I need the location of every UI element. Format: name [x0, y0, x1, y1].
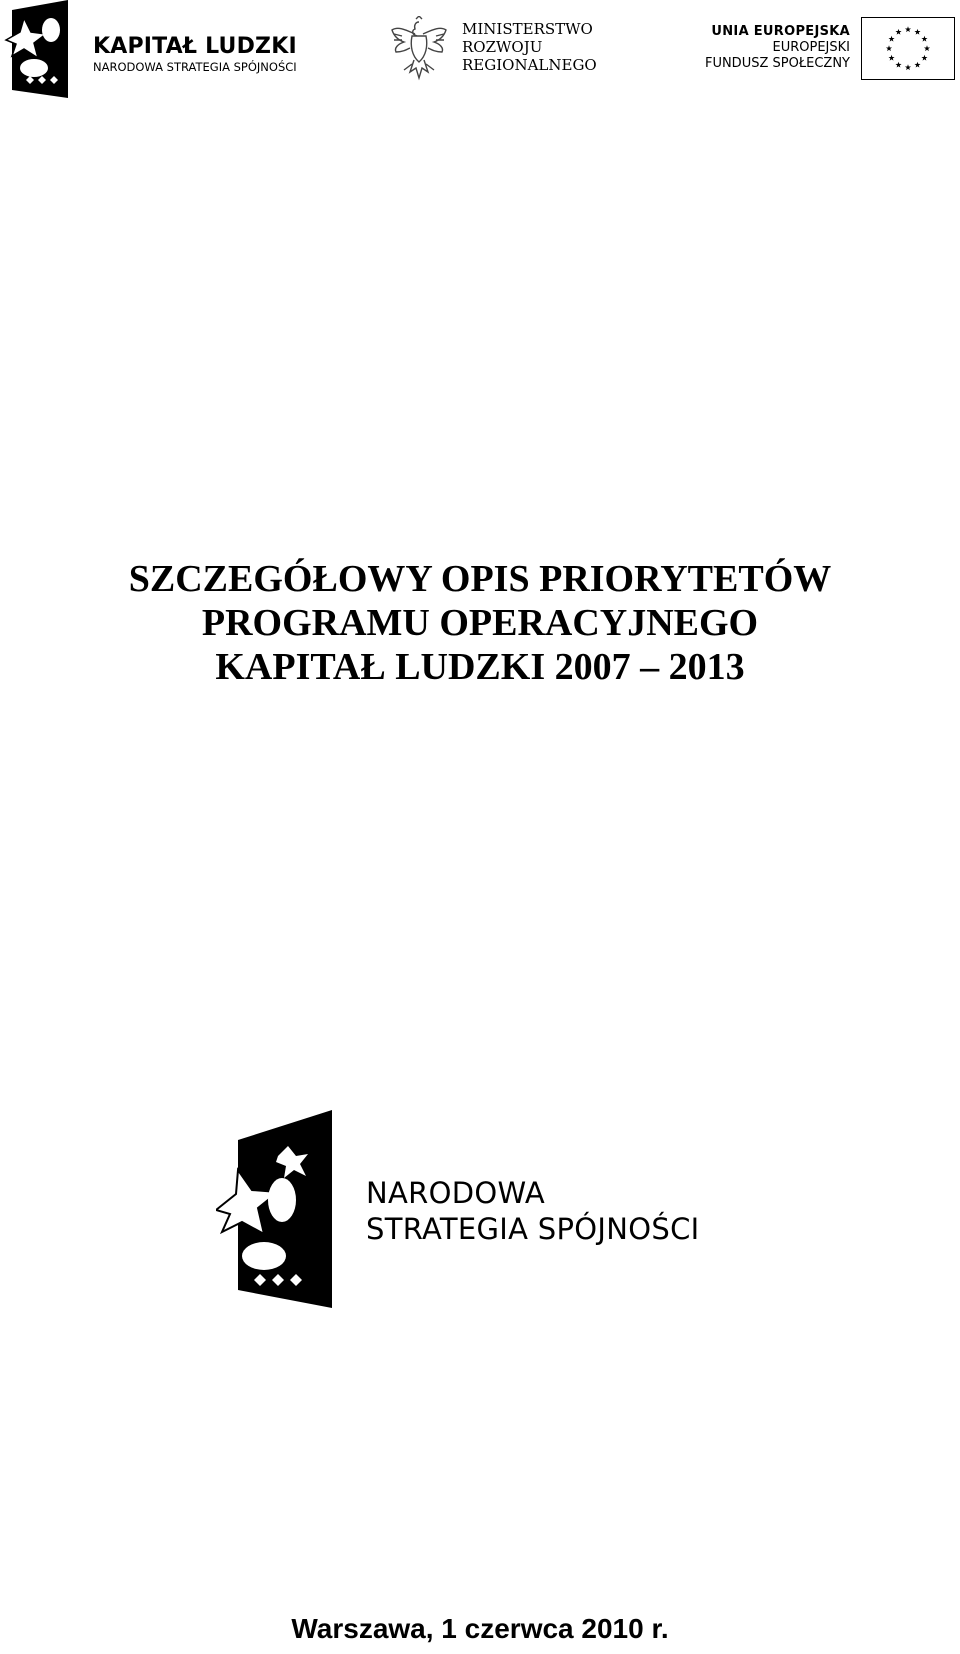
eu-text	[660, 24, 850, 72]
ministry-name	[462, 20, 597, 74]
nss-line-2: STRATEGIA SPÓJNOŚCI	[366, 1212, 700, 1246]
narodowa-strategia-spojnosci-logo-icon	[216, 1110, 336, 1308]
nss-wordmark	[366, 1175, 700, 1247]
title-line-2: PROGRAMU OPERACYJNEGO	[201, 602, 759, 644]
ministry-line-3: REGIONALNEGO	[462, 56, 597, 74]
eu-union-label: UNIA EUROPEJSKA	[711, 24, 850, 39]
ministry-line-2: ROZWOJU	[462, 38, 543, 56]
title-line-3: KAPITAŁ LUDZKI 2007 – 2013	[215, 646, 745, 688]
kapital-ludzki-wordmark	[93, 34, 297, 75]
polish-eagle-icon	[390, 16, 448, 82]
title-line-1: SZCZEGÓŁOWY OPIS PRIORYTETÓW	[128, 558, 832, 600]
nss-line-1: NARODOWA	[366, 1176, 545, 1210]
kapital-ludzki-logo-icon	[4, 0, 68, 98]
eu-flag-icon	[861, 17, 955, 80]
kapital-ludzki-title: KAPITAŁ LUDZKI	[93, 34, 297, 59]
kapital-ludzki-subtitle: NARODOWA STRATEGIA SPÓJNOŚCI	[93, 60, 297, 74]
place-and-date: Warszawa, 1 czerwca 2010 r.	[291, 1613, 669, 1644]
page-header	[0, 0, 960, 100]
eu-fund-line-2: FUNDUSZ SPOŁECZNY	[704, 56, 850, 71]
eu-fund-line-1: EUROPEJSKI	[772, 40, 850, 55]
document-title	[0, 557, 960, 689]
ministry-line-1: MINISTERSTWO	[462, 20, 593, 38]
